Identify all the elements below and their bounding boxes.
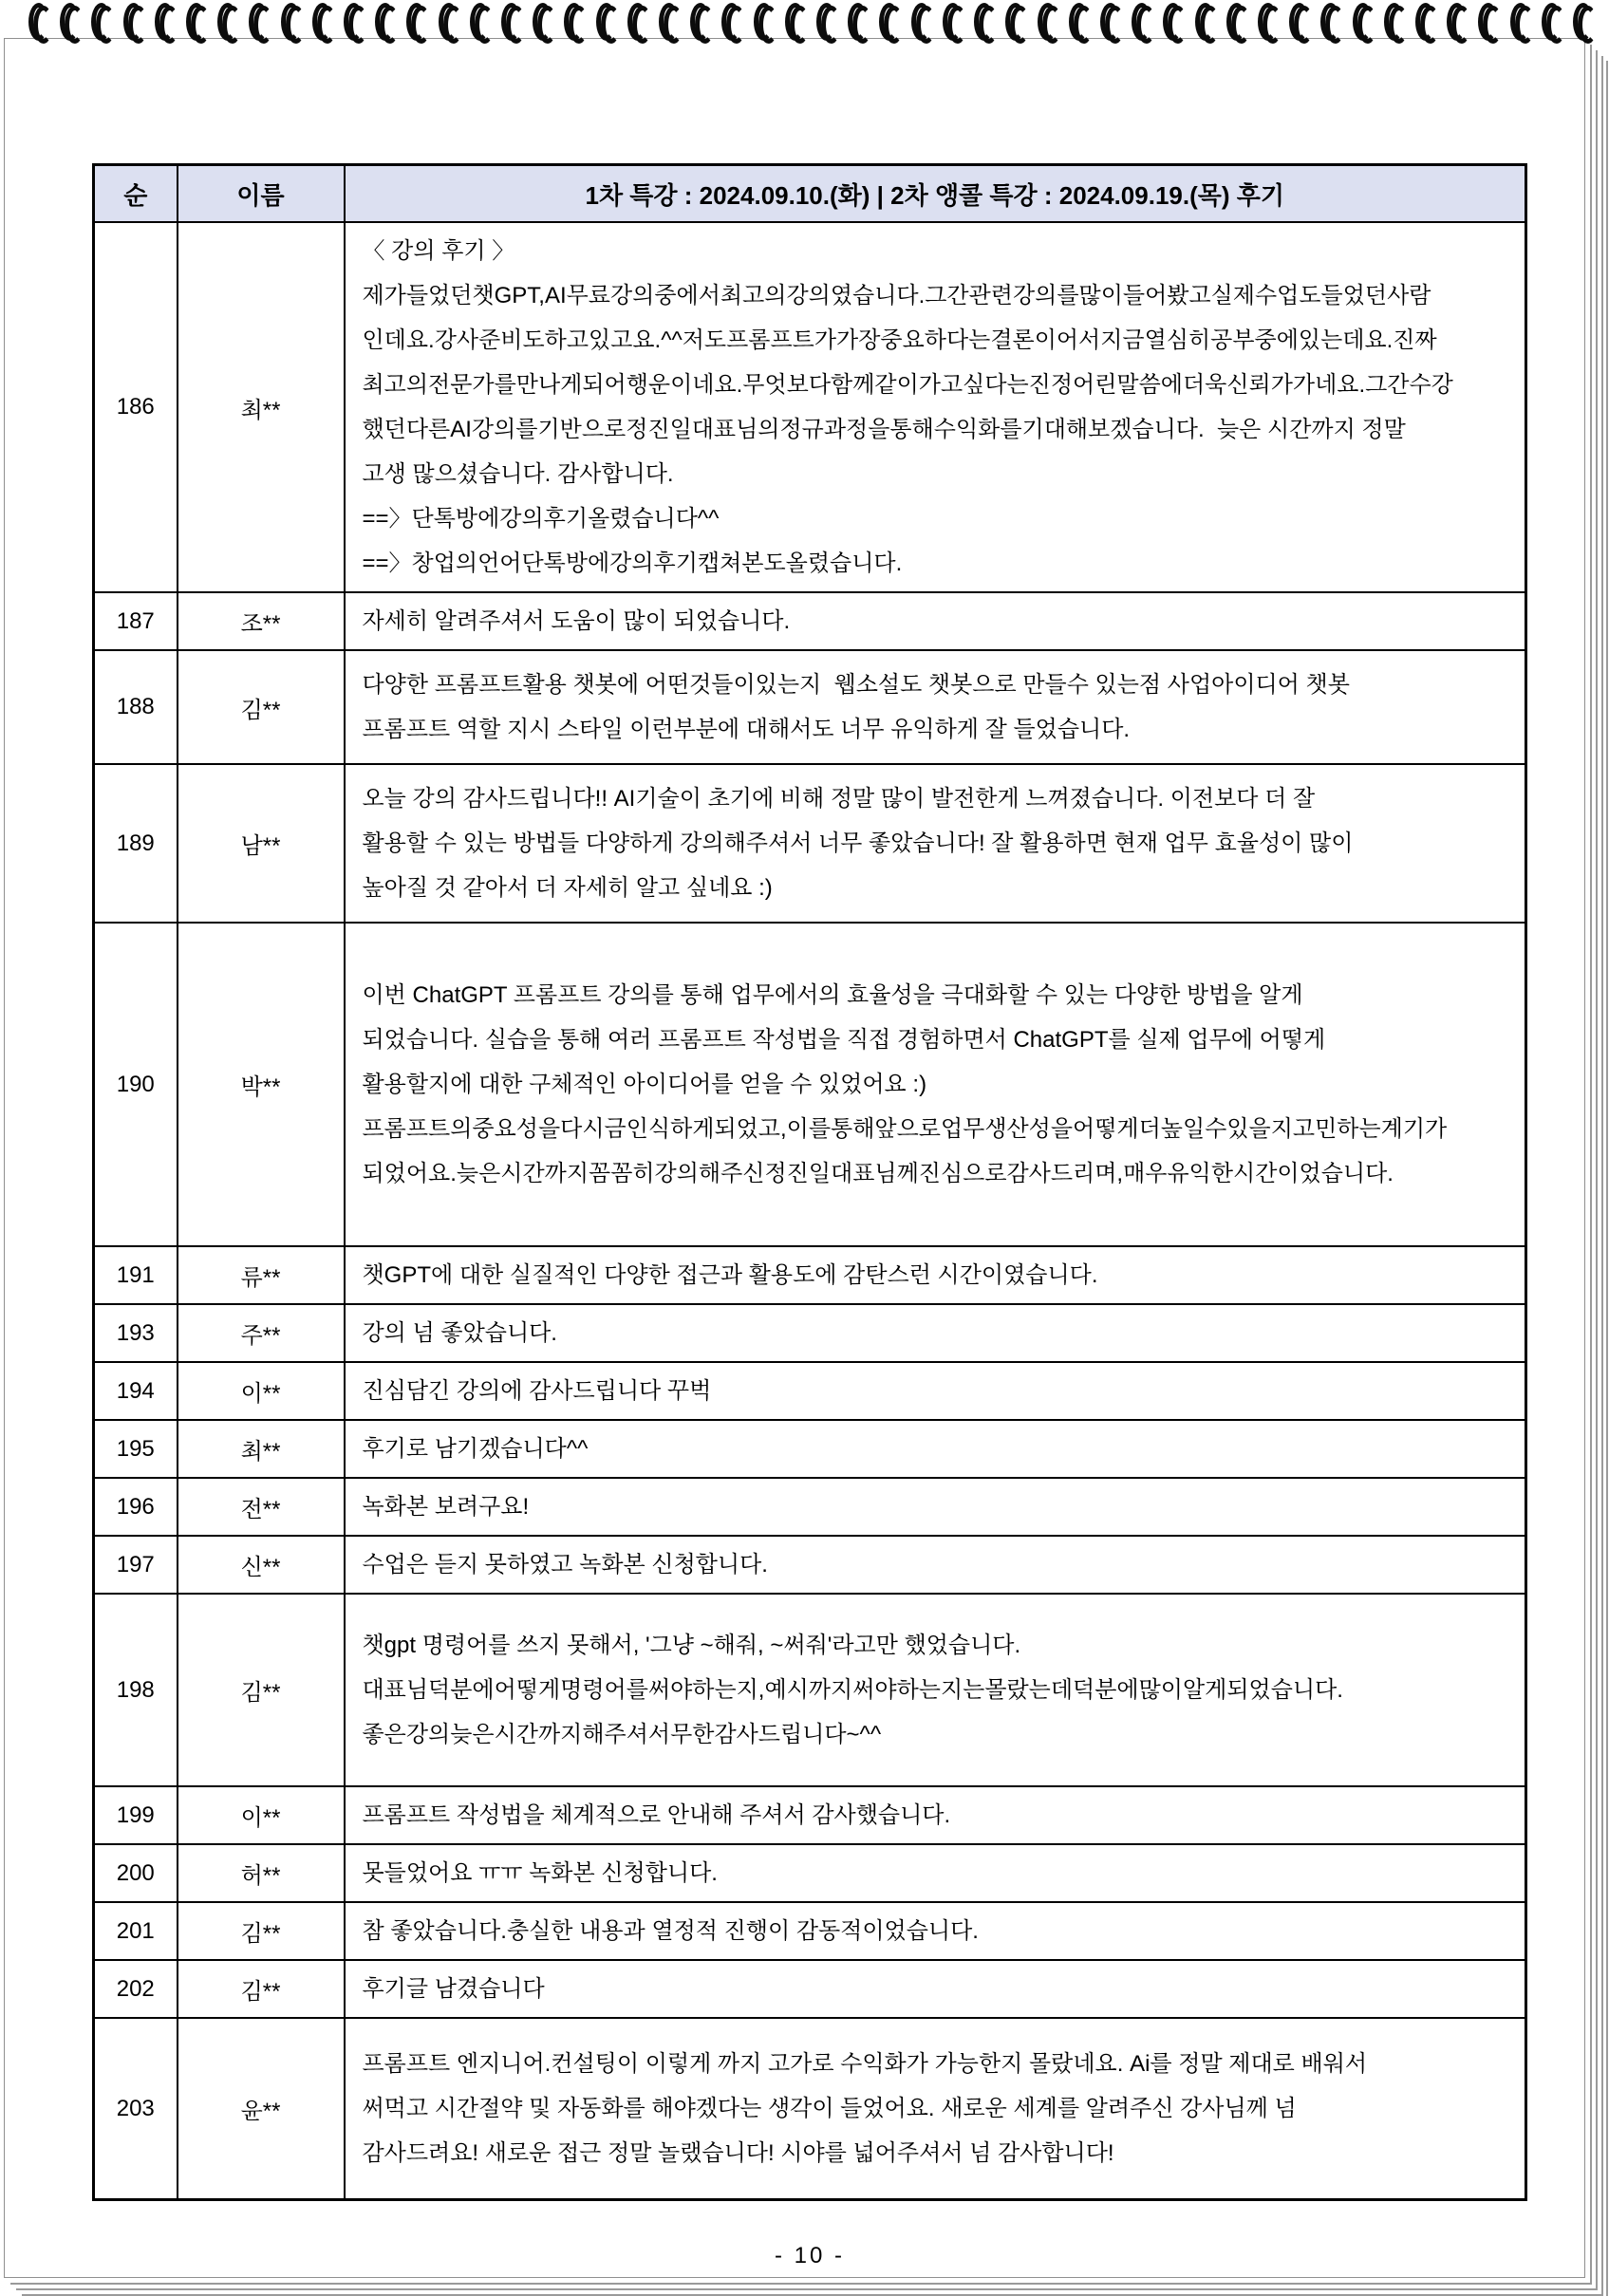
review-line: 인데요.강사준비도하고있고요.^^저도프롬프트가가장중요하다는결론이어서지금열심히공부중에있는데요.진짜: [362, 327, 1437, 353]
table-row: [94, 923, 1526, 1246]
review-cell: [345, 1536, 1526, 1594]
review-cell: [345, 923, 1526, 1246]
table-row: [94, 1902, 1526, 1960]
review-line: 높아질 것 같아서 더 자세히 알고 싶네요 :): [362, 875, 773, 901]
name-cell: 김**: [178, 1960, 345, 2018]
review-line: 챗GPT에 대한 실질적인 다양한 접근과 활용도에 감탄스런 시간이였습니다.: [362, 1262, 1098, 1288]
spiral-coil-icon: [974, 3, 989, 45]
table-row: [94, 1594, 1526, 1786]
seq-cell: 190: [94, 923, 178, 1246]
spiral-coil-icon: [1069, 3, 1084, 45]
name-cell: 이**: [178, 1786, 345, 1844]
review-line: 챗gpt 명령어를 쓰지 못해서, '그냥 ~해줘, ~써줘'라고만 했었습니다.: [362, 1633, 1021, 1658]
table-header: [94, 165, 1526, 223]
table-row: [94, 764, 1526, 923]
table-row: [94, 1844, 1526, 1902]
review-line: 프롬프트 역할 지시 스타일 이런부분에 대해서도 너무 유익하게 잘 들었습니다.: [362, 717, 1131, 742]
review-line: ==〉창업의언어단톡방에강의후기캡쳐본도올렸습니다.: [362, 551, 903, 576]
name-cell: 허**: [178, 1844, 345, 1902]
table-row: [94, 1420, 1526, 1478]
notebook-page: [4, 38, 1585, 2278]
spiral-coil-icon: [627, 3, 643, 45]
review-cell: [345, 1902, 1526, 1960]
review-cell: [345, 1478, 1526, 1536]
review-line: 했던다른AI강의를기반으로정진일대표님의정규과정을통해수익화를기대해보겠습니다. 늦은 시간까지 정말: [362, 417, 1406, 442]
table-row: [94, 1536, 1526, 1594]
spiral-coil-icon: [1226, 3, 1242, 45]
review-line: 이번 ChatGPT 프롬프트 강의를 통해 업무에서의 효율성을 극대화할 수 있는 다양한 방법을 알게: [362, 982, 1303, 1008]
seq-cell: 195: [94, 1420, 178, 1478]
spiral-coil-icon: [406, 3, 421, 45]
name-cell: 최**: [178, 222, 345, 592]
spiral-coil-icon: [375, 3, 390, 45]
review-line: 최고의전문가를만나게되어행운이네요.무엇보다함께같이가고싶다는진정어린말씀에더욱신뢰가가네요.그간수강: [362, 372, 1453, 398]
spiral-coil-icon: [439, 3, 454, 45]
spiral-coil-icon: [1195, 3, 1210, 45]
spiral-coil-icon: [943, 3, 958, 45]
seq-cell: 197: [94, 1536, 178, 1594]
spiral-coil-icon: [1510, 3, 1525, 45]
spiral-coil-icon: [1038, 3, 1053, 45]
review-line: 써먹고 시간절약 및 자동화를 해야겠다는 생각이 들었어요. 새로운 세계를 알려주신 강사님께 넘: [362, 2096, 1297, 2121]
review-line: 대표님덕분에어떻게명령어를써야하는지,예시까지써야하는지는몰랐는데덕분에많이알게되었습니다.: [362, 1677, 1343, 1703]
spiral-coil-icon: [1289, 3, 1304, 45]
name-cell: 주**: [178, 1304, 345, 1362]
review-cell: [345, 1844, 1526, 1902]
spiral-coil-icon: [1005, 3, 1020, 45]
name-cell: 박**: [178, 923, 345, 1246]
review-cell: [345, 1786, 1526, 1844]
spiral-coil-icon: [596, 3, 611, 45]
review-line: 못들었어요 ㅠㅠ 녹화본 신청합니다.: [362, 1860, 718, 1886]
page-number: - 10 -: [774, 2243, 845, 2268]
spiral-coil-icon: [60, 3, 75, 45]
spiral-coil-icon: [312, 3, 327, 45]
spiral-coil-icon: [1384, 3, 1399, 45]
name-cell: 전**: [178, 1478, 345, 1536]
seq-cell: 199: [94, 1786, 178, 1844]
review-cell: [345, 2018, 1526, 2200]
seq-cell: 201: [94, 1902, 178, 1960]
spiral-coil-icon: [28, 3, 44, 45]
spiral-coil-icon: [91, 3, 106, 45]
spiral-coil-icon: [754, 3, 769, 45]
review-line: 고생 많으셨습니다. 감사합니다.: [362, 461, 674, 487]
spiral-coil-icon: [659, 3, 674, 45]
review-line: 감사드려요! 새로운 접근 정말 놀랬습니다! 시야를 넓어주셔서 넘 감사합니다!: [362, 2140, 1114, 2166]
spiral-coil-icon: [721, 3, 737, 45]
seq-cell: 198: [94, 1594, 178, 1786]
review-cell: [345, 1246, 1526, 1304]
table-row: [94, 650, 1526, 764]
spiral-coil-icon: [1258, 3, 1273, 45]
table-row: [94, 222, 1526, 592]
spiral-coil-icon: [1353, 3, 1368, 45]
spiral-coil-icon: [1478, 3, 1493, 45]
review-line: 제가들었던챗GPT,AI무료강의중에서최고의강의였습니다.그간관련강의를많이들어봤고실제수업도들었던사람: [362, 283, 1431, 308]
reviews-table: [92, 163, 1527, 2201]
seq-cell: 193: [94, 1304, 178, 1362]
review-line: 참 좋았습니다.충실한 내용과 열정적 진행이 감동적이었습니다.: [362, 1918, 979, 1944]
review-line: 프롬프트 작성법을 체계적으로 안내해 주셔서 감사했습니다.: [362, 1802, 951, 1828]
table-row: [94, 1362, 1526, 1420]
review-line: 자세히 알려주셔서 도움이 많이 되었습니다.: [362, 608, 791, 634]
review-line: 후기로 남기겠습니다^^: [362, 1436, 589, 1462]
header-review-title: 1차 특강 : 2024.09.10.(화) | 2차 앵콜 특강 : 2024.09.19.(목) 후기: [345, 165, 1526, 223]
spiral-coil-icon: [911, 3, 926, 45]
spiral-coil-icon: [1542, 3, 1557, 45]
name-cell: 조**: [178, 592, 345, 650]
table-row: [94, 1246, 1526, 1304]
table-row: [94, 592, 1526, 650]
seq-cell: 196: [94, 1478, 178, 1536]
seq-cell: 187: [94, 592, 178, 650]
review-line: ==〉단톡방에강의후기올렸습니다^^: [362, 506, 720, 532]
spiral-coil-icon: [816, 3, 832, 45]
review-line: 수업은 듣지 못하였고 녹화본 신청합니다.: [362, 1552, 768, 1577]
review-line: 되었어요.늦은시간까지꼼꼼히강의해주신정진일대표님께진심으로감사드리며,매우유익한시간이었습니다.: [362, 1161, 1394, 1186]
seq-cell: 203: [94, 2018, 178, 2200]
review-line: 진심담긴 강의에 감사드립니다 꾸벅: [362, 1378, 712, 1404]
spiral-coil-icon: [249, 3, 264, 45]
spiral-coil-icon: [533, 3, 548, 45]
seq-cell: 202: [94, 1960, 178, 2018]
spiral-coil-icon: [1132, 3, 1147, 45]
spiral-coil-icon: [1100, 3, 1115, 45]
review-line: 활용할 수 있는 방법들 다양하게 강의해주셔서 너무 좋았습니다! 잘 활용하면 현재 업무 효율성이 많이: [362, 831, 1354, 856]
review-line: 후기글 남겼습니다: [362, 1976, 545, 2002]
table-row: [94, 2018, 1526, 2200]
review-line: 프롬프트의중요성을다시금인식하게되었고,이를통해앞으로업무생산성을어떻게더높일수있을지고민하는계기가: [362, 1116, 1448, 1142]
header-row: [94, 165, 1526, 223]
review-line: 되었습니다. 실습을 통해 여러 프롬프트 작성법을 직접 경험하면서 ChatGPT를 실제 업무에 어떻게: [362, 1027, 1326, 1053]
spiral-coil-icon: [123, 3, 139, 45]
name-cell: 류**: [178, 1246, 345, 1304]
spiral-coil-icon: [1163, 3, 1178, 45]
review-cell: [345, 764, 1526, 923]
header-name: 이름: [178, 165, 345, 223]
table-row: [94, 1478, 1526, 1536]
spiral-coil-icon: [281, 3, 296, 45]
reviews-tbody: [94, 222, 1526, 2200]
name-cell: 최**: [178, 1420, 345, 1478]
spiral-binding: [28, 3, 1588, 45]
spiral-coil-icon: [1320, 3, 1336, 45]
spiral-coil-icon: [217, 3, 233, 45]
table-row: [94, 1304, 1526, 1362]
seq-cell: 200: [94, 1844, 178, 1902]
spiral-coil-icon: [470, 3, 485, 45]
spiral-coil-icon: [879, 3, 894, 45]
spiral-coil-icon: [344, 3, 359, 45]
review-line: 활용할지에 대한 구체적인 아이디어를 얻을 수 있었어요 :): [362, 1072, 927, 1097]
review-cell: [345, 1960, 1526, 2018]
table-row: [94, 1960, 1526, 2018]
review-cell: [345, 592, 1526, 650]
name-cell: 이**: [178, 1362, 345, 1420]
review-line: 좋은강의늦은시간까지해주셔서무한감사드립니다~^^: [362, 1722, 882, 1747]
review-line: 강의 넘 좋았습니다.: [362, 1320, 557, 1346]
review-cell: [345, 222, 1526, 592]
name-cell: 윤**: [178, 2018, 345, 2200]
spiral-coil-icon: [501, 3, 516, 45]
spiral-coil-icon: [785, 3, 800, 45]
review-cell: [345, 1304, 1526, 1362]
name-cell: 김**: [178, 1902, 345, 1960]
name-cell: 김**: [178, 650, 345, 764]
review-cell: [345, 1594, 1526, 1786]
review-cell: [345, 1420, 1526, 1478]
name-cell: 김**: [178, 1594, 345, 1786]
seq-cell: 186: [94, 222, 178, 592]
review-line: 프롬프트 엔지니어.컨설팅이 이렇게 까지 고가로 수익화가 가능한지 몰랐네요. Ai를 정말 제대로 배워서: [362, 2051, 1368, 2077]
seq-cell: 188: [94, 650, 178, 764]
spiral-coil-icon: [564, 3, 579, 45]
name-cell: 신**: [178, 1536, 345, 1594]
header-seq: 순: [94, 165, 178, 223]
seq-cell: 189: [94, 764, 178, 923]
review-line: 〈 강의 후기 〉: [362, 238, 515, 264]
spiral-coil-icon: [186, 3, 201, 45]
seq-cell: 191: [94, 1246, 178, 1304]
spiral-coil-icon: [155, 3, 170, 45]
table-row: [94, 1786, 1526, 1844]
review-line: 녹화본 보려구요!: [362, 1494, 530, 1520]
review-line: 오늘 강의 감사드립니다!! AI기술이 초기에 비해 정말 많이 발전한게 느껴졌습니다. 이전보다 더 잘: [362, 786, 1316, 812]
review-cell: [345, 1362, 1526, 1420]
spiral-coil-icon: [1447, 3, 1462, 45]
spiral-coil-icon: [848, 3, 863, 45]
spiral-coil-icon: [1573, 3, 1588, 45]
spiral-coil-icon: [1415, 3, 1431, 45]
seq-cell: 194: [94, 1362, 178, 1420]
name-cell: 남**: [178, 764, 345, 923]
spiral-coil-icon: [690, 3, 705, 45]
review-cell: [345, 650, 1526, 764]
review-line: 다양한 프롬프트활용 챗봇에 어떤것들이있는지 웹소설도 챗봇으로 만들수 있는점 사업아이디어 챗봇: [362, 672, 1350, 698]
